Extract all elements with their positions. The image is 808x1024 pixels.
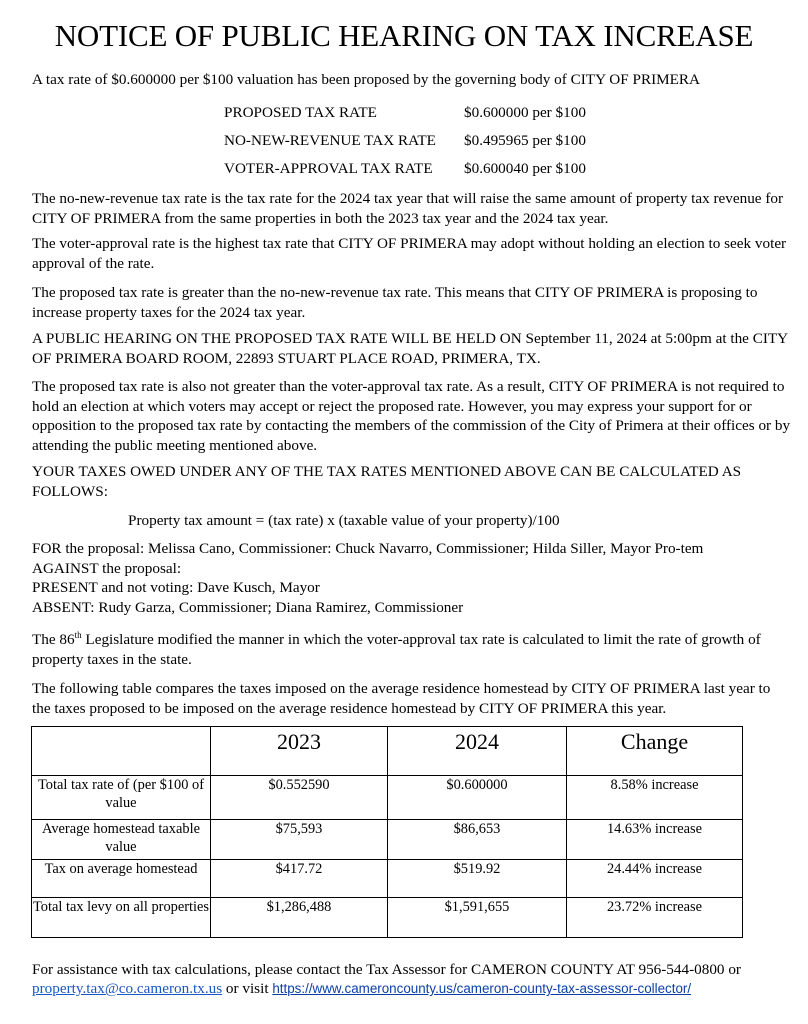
rate-label-voter-approval: VOTER-APPROVAL TAX RATE	[224, 160, 433, 177]
comparison-table	[31, 726, 743, 938]
table-cell-change: 23.72% increase	[567, 898, 743, 938]
vote-present: PRESENT and not voting: Dave Kusch, Mayor	[32, 579, 320, 596]
table-intro-paragraph: The following table compares the taxes imposed on the average residence homestead by CITY OF PRIMERA last year to the taxes proposed to be imposed on the average residence homestead by CITY OF PRIMERA this year.	[32, 680, 771, 717]
table-cell-2024: $86,653	[388, 820, 567, 860]
notice-title: NOTICE OF PUBLIC HEARING ON TAX INCREASE	[54, 18, 754, 53]
table-cell-change: 8.58% increase	[567, 776, 743, 820]
contact-paragraph	[32, 960, 802, 998]
table-cell-2023: $0.552590	[211, 776, 388, 820]
table-row-label: Total tax rate of (per $100 of value	[32, 776, 211, 820]
rate-label-no-new-revenue: NO-NEW-REVENUE TAX RATE	[224, 132, 436, 149]
table-cell-2024: $519.92	[388, 860, 567, 898]
table-cell-2024: $0.600000	[388, 776, 567, 820]
vote-record	[32, 539, 792, 617]
table-cell-2023: $1,286,488	[211, 898, 388, 938]
rate-value-no-new-revenue: $0.495965 per $100	[464, 132, 586, 149]
table-cell-2023: $75,593	[211, 820, 388, 860]
table-cell-2024: $1,591,655	[388, 898, 567, 938]
legislature-text-pre: The 86	[32, 631, 75, 648]
table-cell-2023: $417.72	[211, 860, 388, 898]
contact-or-visit: or visit	[222, 980, 273, 997]
table-row-label: Total tax levy on all properties	[32, 898, 211, 938]
legislature-paragraph	[32, 630, 792, 669]
table-cell-change: 14.63% increase	[567, 820, 743, 860]
vote-against: AGAINST the proposal:	[32, 559, 182, 577]
tax-email-link[interactable]: property.tax@co.cameron.tx.us	[32, 980, 223, 997]
table-header-2023: 2023	[211, 727, 388, 776]
table-row-label: Tax on average homestead	[32, 860, 211, 898]
table-header-2024: 2024	[388, 727, 567, 776]
rate-greater-paragraph: The proposed tax rate is greater than the no-new-revenue tax rate. This means that CITY OF PRIMERA is proposing to increase property taxes for the 2024 tax year.	[32, 284, 758, 321]
rate-value-voter-approval: $0.600040 per $100	[464, 160, 586, 177]
vote-absent: ABSENT: Rudy Garza, Commissioner; Diana Ramirez, Commissioner	[32, 598, 464, 616]
no-new-revenue-paragraph: The no-new-revenue tax rate is the tax rate for the 2024 tax year that will raise the same amount of property tax revenue for CITY OF PRIMERA from the same properties in both the 2023 tax year and the 2024 tax year.	[32, 190, 784, 227]
taxes-owed-paragraph: YOUR TAXES OWED UNDER ANY OF THE TAX RATES MENTIONED ABOVE CAN BE CALCULATED AS FOLLOWS:	[32, 463, 742, 500]
voter-approval-paragraph: The voter-approval rate is the highest tax rate that CITY OF PRIMERA may adopt without holding an election to seek voter approval of the rate.	[32, 235, 787, 272]
intro-paragraph: A tax rate of $0.600000 per $100 valuation has been proposed by the governing body of CITY OF PRIMERA	[32, 71, 701, 88]
contact-text: For assistance with tax calculations, please contact the Tax Assessor for CAMERON COUNTY AT 956-544-0800 or	[32, 961, 741, 978]
tax-assessor-url-link[interactable]: https://www.cameroncounty.us/cameron-county-tax-assessor-collector/	[272, 981, 692, 996]
table-row	[32, 776, 743, 820]
table-cell-change: 24.44% increase	[567, 860, 743, 898]
legislature-ordinal: th	[74, 629, 82, 640]
table-header-row	[32, 727, 743, 776]
vote-for: FOR the proposal: Melissa Cano, Commissioner: Chuck Navarro, Commissioner; Hilda Siller, Mayor Pro-tem	[32, 540, 704, 557]
rate-label-proposed: PROPOSED TAX RATE	[224, 104, 377, 121]
table-row	[32, 860, 743, 898]
public-hearing-paragraph: A PUBLIC HEARING ON THE PROPOSED TAX RATE WILL BE HELD ON September 11, 2024 at 5:00pm at the CITY OF PRIMERA BOARD ROOM, 22893 STUART PLACE ROAD, PRIMERA, TX.	[32, 330, 788, 367]
table-row	[32, 898, 743, 938]
table-header-change: Change	[567, 727, 743, 776]
rate-value-proposed: $0.600000 per $100	[464, 104, 586, 121]
not-greater-paragraph: The proposed tax rate is also not greater than the voter-approval tax rate. As a result, CITY OF PRIMERA is not required to hold an election at which voters may accept or reject the proposed rate. However, you may express your support for or opposition to the proposed tax rate by contacting the members of the commission of the City of Primera at their offices or by attending the public meeting mentioned above.	[32, 378, 791, 454]
legislature-text-post: Legislature modified the manner in which the voter-approval tax rate is calculated to limit the rate of growth of property taxes in the state.	[32, 631, 761, 668]
table-header-blank	[32, 727, 211, 776]
tax-formula: Property tax amount = (tax rate) x (taxable value of your property)/100	[128, 512, 560, 529]
table-row-label: Average homestead taxable value	[32, 820, 211, 860]
table-row	[32, 820, 743, 860]
